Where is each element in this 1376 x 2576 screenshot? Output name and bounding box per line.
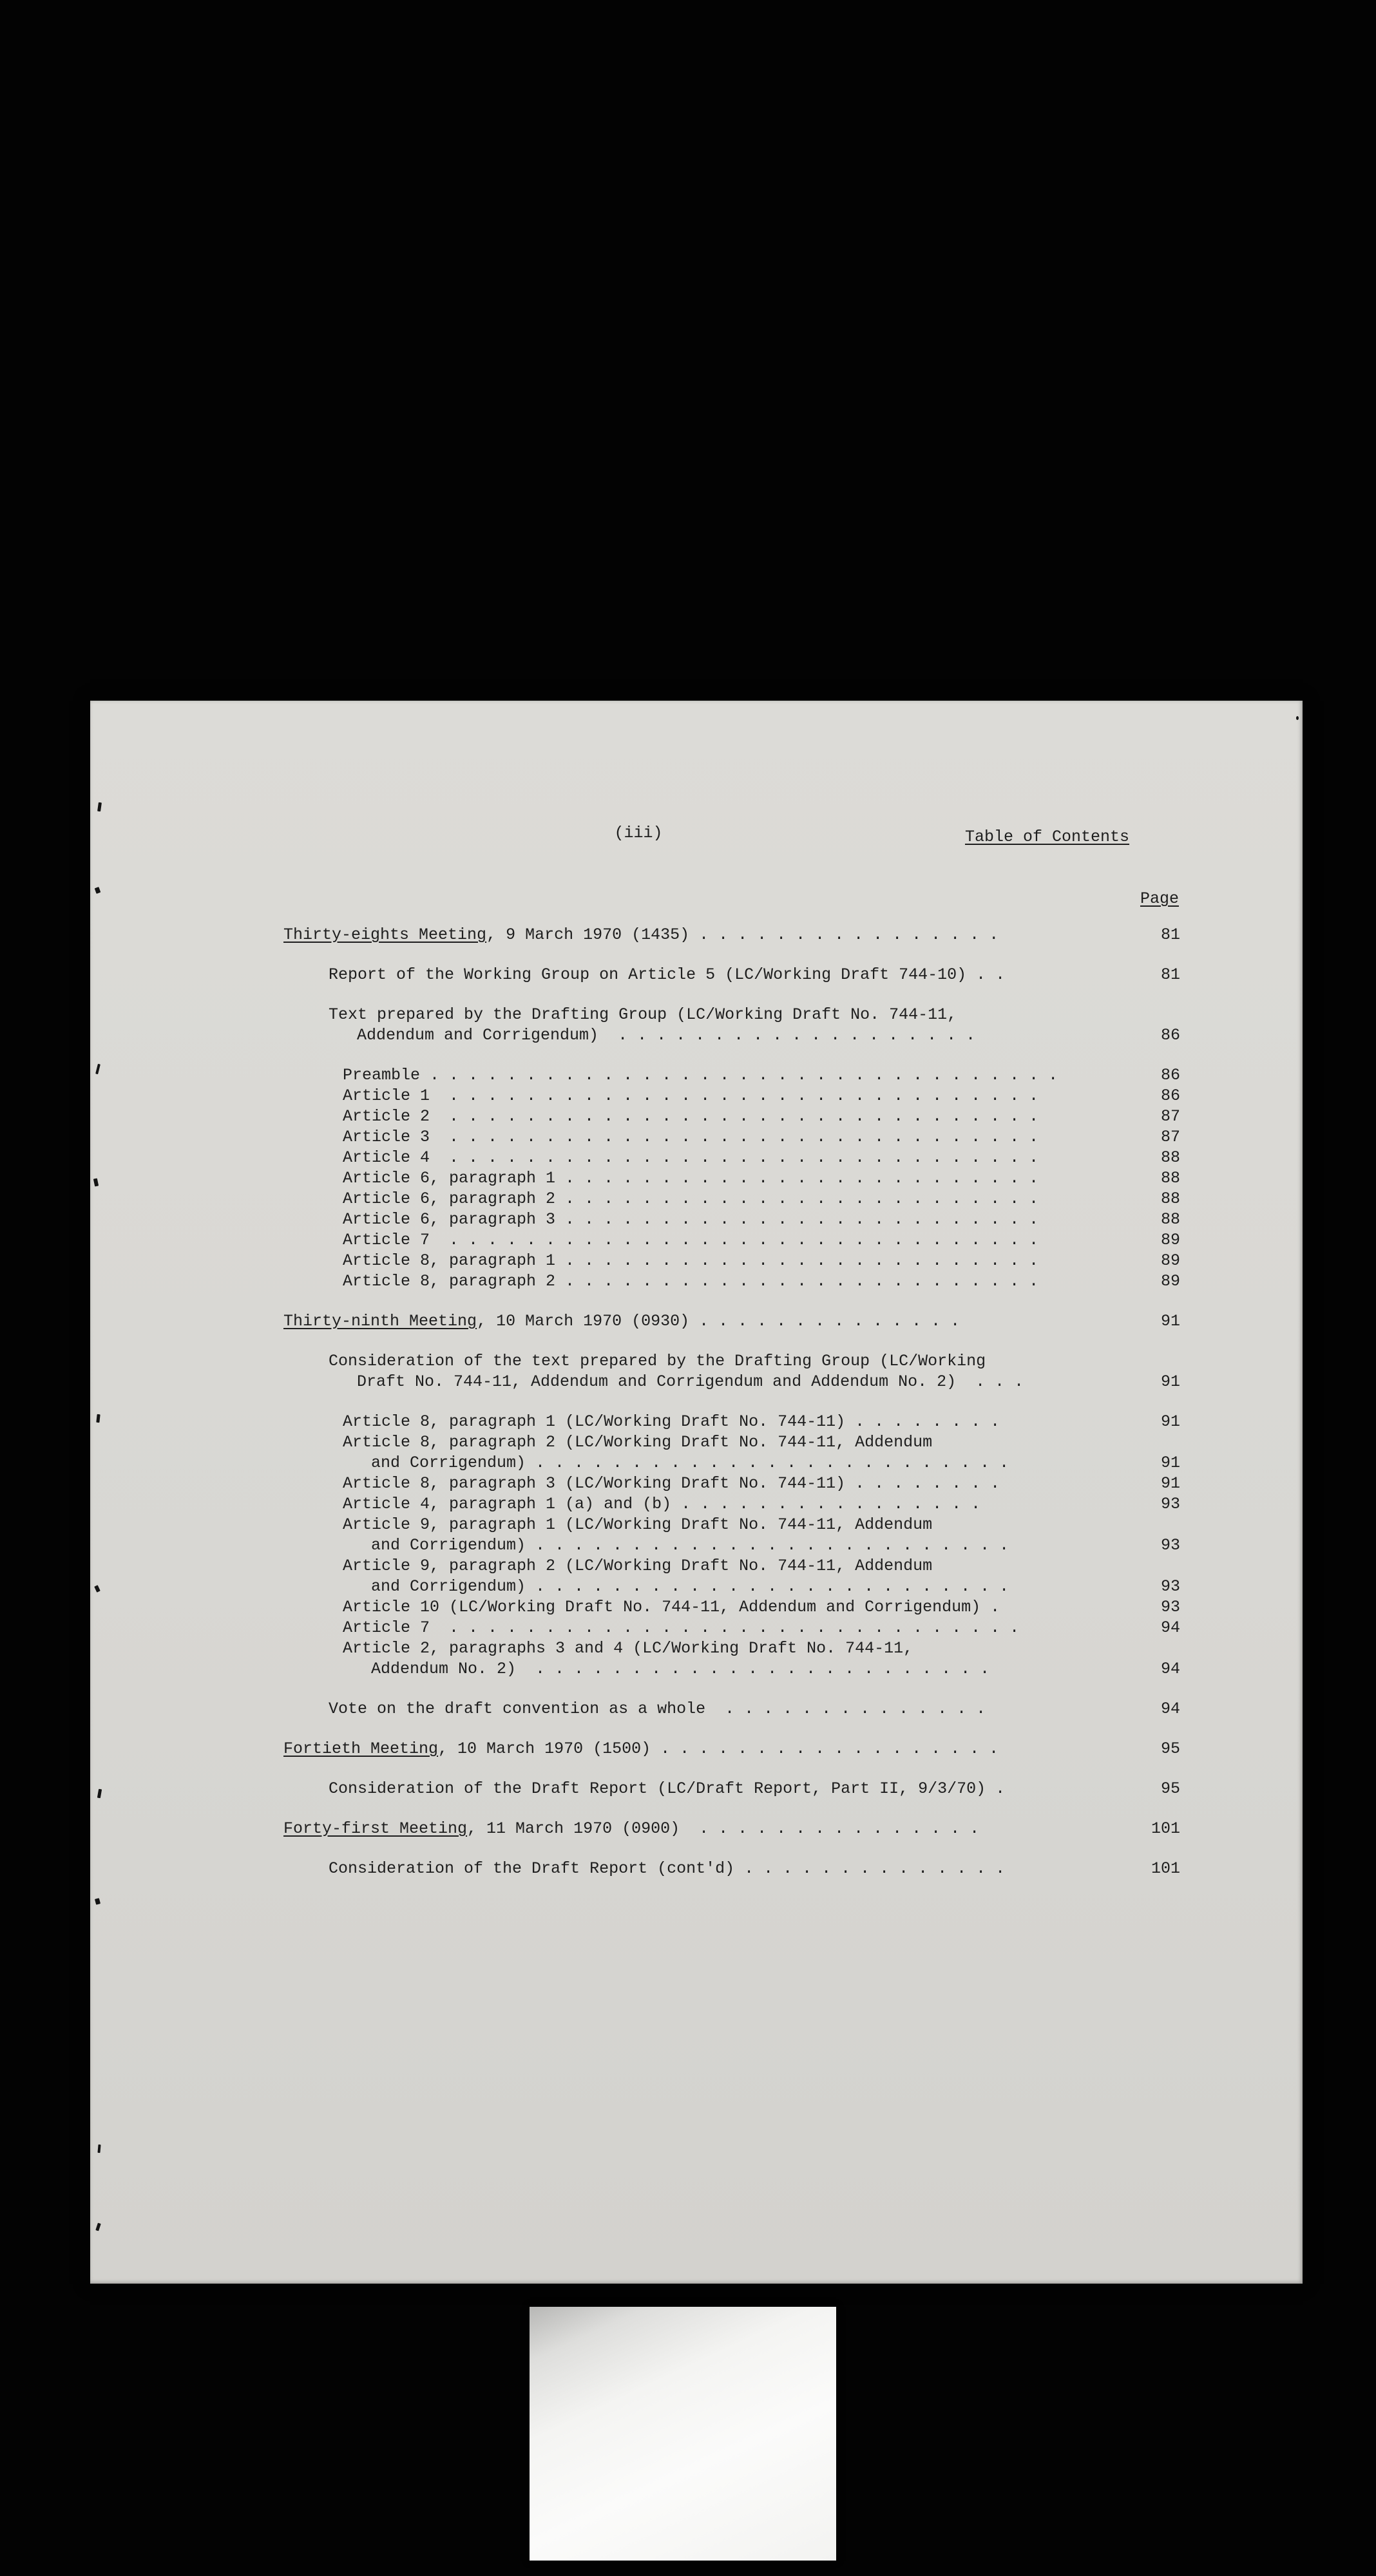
toc-entry-text: Article 8, paragraph 1 . . . . . . . . . . . . . . . . . . . . . . . . . bbox=[343, 1251, 1039, 1270]
toc-entry bbox=[283, 1168, 1180, 1189]
toc-entry-page-number: 88 bbox=[1160, 1148, 1180, 1167]
toc-entry bbox=[283, 1618, 1180, 1638]
toc-entry bbox=[283, 1251, 1180, 1271]
toc-entry-text: Vote on the draft convention as a whole . . . . . . . . . . . . . . bbox=[329, 1700, 986, 1718]
toc-entry-text: Thirty-ninth Meeting, 10 March 1970 (0930) . . . . . . . . . . . . . . bbox=[283, 1312, 960, 1331]
reference-card bbox=[530, 2307, 836, 2561]
toc-entry-text: Text prepared by the Drafting Group (LC/Working Draft No. 744-11, Addendum and Corrigendum) . . . . . . . . . . . . . . . . . . . bbox=[329, 1005, 976, 1045]
toc-entry-page-number: 95 bbox=[1160, 1779, 1180, 1798]
meeting-title: Fortieth Meeting bbox=[283, 1739, 439, 1758]
toc-entry-text: Article 9, paragraph 1 (LC/Working Draft No. 744-11, Addendum and Corrigendum) . . . . . . . . . . . . . . . . . . . . . . . . . bbox=[343, 1515, 1009, 1555]
toc-entry-page-number: 91 bbox=[1160, 1312, 1180, 1331]
toc-entry-text: Article 6, paragraph 1 . . . . . . . . . . . . . . . . . . . . . . . . . bbox=[343, 1169, 1039, 1188]
meeting-title: Forty-first Meeting bbox=[283, 1819, 468, 1838]
toc-entry-text: Consideration of the text prepared by the Drafting Group (LC/Working Draft No. 744-11, Addendum and Corrigendum and Addendum No. 2) . . . bbox=[329, 1352, 1024, 1391]
toc-entry-text: Article 7 . . . . . . . . . . . . . . . . . . . . . . . . . . . . . . bbox=[343, 1618, 1020, 1637]
toc-entry bbox=[283, 1859, 1180, 1879]
toc-entry bbox=[283, 1699, 1180, 1719]
toc-entry bbox=[283, 1086, 1180, 1106]
toc-entry bbox=[283, 1311, 1180, 1332]
toc-entry-text: Consideration of the Draft Report (LC/Draft Report, Part II, 9/3/70) . bbox=[329, 1779, 1006, 1798]
toc-entry-page-number: 81 bbox=[1160, 965, 1180, 984]
toc-entry bbox=[283, 1148, 1180, 1168]
toc-entry-page-number: 86 bbox=[1160, 1066, 1180, 1084]
toc-entry-text: Article 7 . . . . . . . . . . . . . . . . . . . . . . . . . . . . . . . bbox=[343, 1231, 1039, 1249]
toc-entry-text: Article 2 . . . . . . . . . . . . . . . . . . . . . . . . . . . . . . . bbox=[343, 1107, 1039, 1126]
toc-entry bbox=[283, 965, 1180, 985]
toc-entry-page-number: 89 bbox=[1160, 1251, 1180, 1270]
toc-entry bbox=[283, 1106, 1180, 1127]
toc-entry-text: Article 1 . . . . . . . . . . . . . . . . . . . . . . . . . . . . . . . bbox=[343, 1086, 1039, 1105]
toc-entry-page-number: 93 bbox=[1160, 1495, 1180, 1513]
toc-entry-page-number: 87 bbox=[1160, 1128, 1180, 1146]
toc-entry-page-number: 88 bbox=[1160, 1189, 1180, 1208]
toc-entry bbox=[283, 1494, 1180, 1515]
toc-entry bbox=[283, 1779, 1180, 1799]
toc-entry-text: Article 8, paragraph 2 . . . . . . . . . . . . . . . . . . . . . . . . . bbox=[343, 1272, 1039, 1291]
toc-entry-page-number: 88 bbox=[1160, 1210, 1180, 1229]
toc-entry bbox=[283, 1412, 1180, 1432]
table-of-contents-title: Table of Contents bbox=[965, 828, 1130, 846]
scan-artifact bbox=[1296, 716, 1299, 720]
toc-entry bbox=[283, 1005, 1180, 1046]
toc-entry bbox=[283, 925, 1180, 945]
page-number-label: (iii) bbox=[614, 824, 663, 842]
toc-entry-page-number: 87 bbox=[1160, 1107, 1180, 1126]
meeting-title: Thirty-ninth Meeting bbox=[283, 1312, 477, 1331]
toc-entry-page-number: 94 bbox=[1160, 1700, 1180, 1718]
toc-entry-text: Fortieth Meeting, 10 March 1970 (1500) . . . . . . . . . . . . . . . . . . bbox=[283, 1739, 999, 1758]
toc-entry-text: Article 3 . . . . . . . . . . . . . . . . . . . . . . . . . . . . . . . bbox=[343, 1128, 1039, 1146]
toc-entry bbox=[283, 1230, 1180, 1251]
toc-entry-page-number: 91 bbox=[1160, 1474, 1180, 1493]
toc-entry-text: Article 6, paragraph 2 . . . . . . . . . . . . . . . . . . . . . . . . . bbox=[343, 1189, 1039, 1208]
meeting-title: Thirty-eights Meeting bbox=[283, 925, 487, 944]
toc-entry-text: Article 8, paragraph 3 (LC/Working Draft No. 744-11) . . . . . . . . bbox=[343, 1474, 1000, 1493]
toc-entry-page-number: 89 bbox=[1160, 1272, 1180, 1291]
toc-entry bbox=[283, 1515, 1180, 1556]
toc-entry-text: Report of the Working Group on Article 5 (LC/Working Draft 744-10) . . bbox=[329, 965, 1006, 984]
toc-entry bbox=[283, 1638, 1180, 1680]
toc-entry-page-number: 94 bbox=[1160, 1660, 1180, 1678]
toc-entry bbox=[283, 1271, 1180, 1292]
toc-entry-page-number: 88 bbox=[1160, 1169, 1180, 1188]
toc-entry-text: Article 8, paragraph 2 (LC/Working Draft No. 744-11, Addendum and Corrigendum) . . . . . . . . . . . . . . . . . . . . . . . . . bbox=[343, 1433, 1009, 1472]
toc-entry-page-number: 93 bbox=[1160, 1577, 1180, 1596]
toc-entry-text: Article 4 . . . . . . . . . . . . . . . . . . . . . . . . . . . . . . . bbox=[343, 1148, 1039, 1167]
toc-entry-text: Consideration of the Draft Report (cont'd) . . . . . . . . . . . . . . bbox=[329, 1859, 1006, 1878]
toc-entry-text: Thirty-eights Meeting, 9 March 1970 (1435) . . . . . . . . . . . . . . . . bbox=[283, 925, 999, 944]
toc-entry-page-number: 86 bbox=[1160, 1086, 1180, 1105]
toc-entry-page-number: 86 bbox=[1160, 1026, 1180, 1045]
toc-entry-text: Forty-first Meeting, 11 March 1970 (0900) . . . . . . . . . . . . . . . bbox=[283, 1819, 980, 1838]
toc-entry-text: Preamble . . . . . . . . . . . . . . . . . . . . . . . . . . . . . . . . . bbox=[343, 1066, 1058, 1084]
toc-entry-page-number: 91 bbox=[1160, 1454, 1180, 1472]
toc-entry-text: Article 8, paragraph 1 (LC/Working Draft No. 744-11) . . . . . . . . bbox=[343, 1412, 1000, 1431]
toc-entry-page-number: 81 bbox=[1160, 925, 1180, 944]
toc-entry-text: Article 9, paragraph 2 (LC/Working Draft No. 744-11, Addendum and Corrigendum) . . . . . . . . . . . . . . . . . . . . . . . . . bbox=[343, 1557, 1009, 1596]
toc-entry-page-number: 95 bbox=[1160, 1739, 1180, 1758]
toc-entry bbox=[283, 1065, 1180, 1086]
toc-entry-page-number: 101 bbox=[1151, 1819, 1180, 1838]
toc-entry bbox=[283, 1127, 1180, 1148]
toc-entry-page-number: 94 bbox=[1160, 1618, 1180, 1637]
toc-entry bbox=[283, 1739, 1180, 1759]
toc-entry bbox=[283, 1597, 1180, 1618]
toc-entry bbox=[283, 1351, 1180, 1392]
toc-entry-page-number: 91 bbox=[1160, 1412, 1180, 1431]
toc-entry-text: Article 10 (LC/Working Draft No. 744-11, Addendum and Corrigendum) . bbox=[343, 1598, 1000, 1616]
toc-entry-page-number: 93 bbox=[1160, 1536, 1180, 1555]
toc-entries bbox=[283, 925, 1180, 1879]
toc-entry-text: Article 4, paragraph 1 (a) and (b) . . . . . . . . . . . . . . . . bbox=[343, 1495, 981, 1513]
toc-entry bbox=[283, 1209, 1180, 1230]
toc-entry bbox=[283, 1432, 1180, 1473]
page-column-header: Page bbox=[1140, 889, 1179, 908]
toc-entry bbox=[283, 1556, 1180, 1597]
toc-entry-page-number: 101 bbox=[1151, 1859, 1180, 1878]
toc-entry-text: Article 2, paragraphs 3 and 4 (LC/Working Draft No. 744-11, Addendum No. 2) . . . . . . . . . . . . . . . . . . . . . . . . bbox=[343, 1639, 990, 1678]
toc-entry bbox=[283, 1819, 1180, 1839]
document-page bbox=[90, 701, 1303, 2284]
toc-entry-text: Article 6, paragraph 3 . . . . . . . . . . . . . . . . . . . . . . . . . bbox=[343, 1210, 1039, 1229]
toc-entry bbox=[283, 1473, 1180, 1494]
toc-entry-page-number: 93 bbox=[1160, 1598, 1180, 1616]
toc-entry-page-number: 91 bbox=[1160, 1372, 1180, 1391]
toc-entry bbox=[283, 1189, 1180, 1209]
toc-entry-page-number: 89 bbox=[1160, 1231, 1180, 1249]
